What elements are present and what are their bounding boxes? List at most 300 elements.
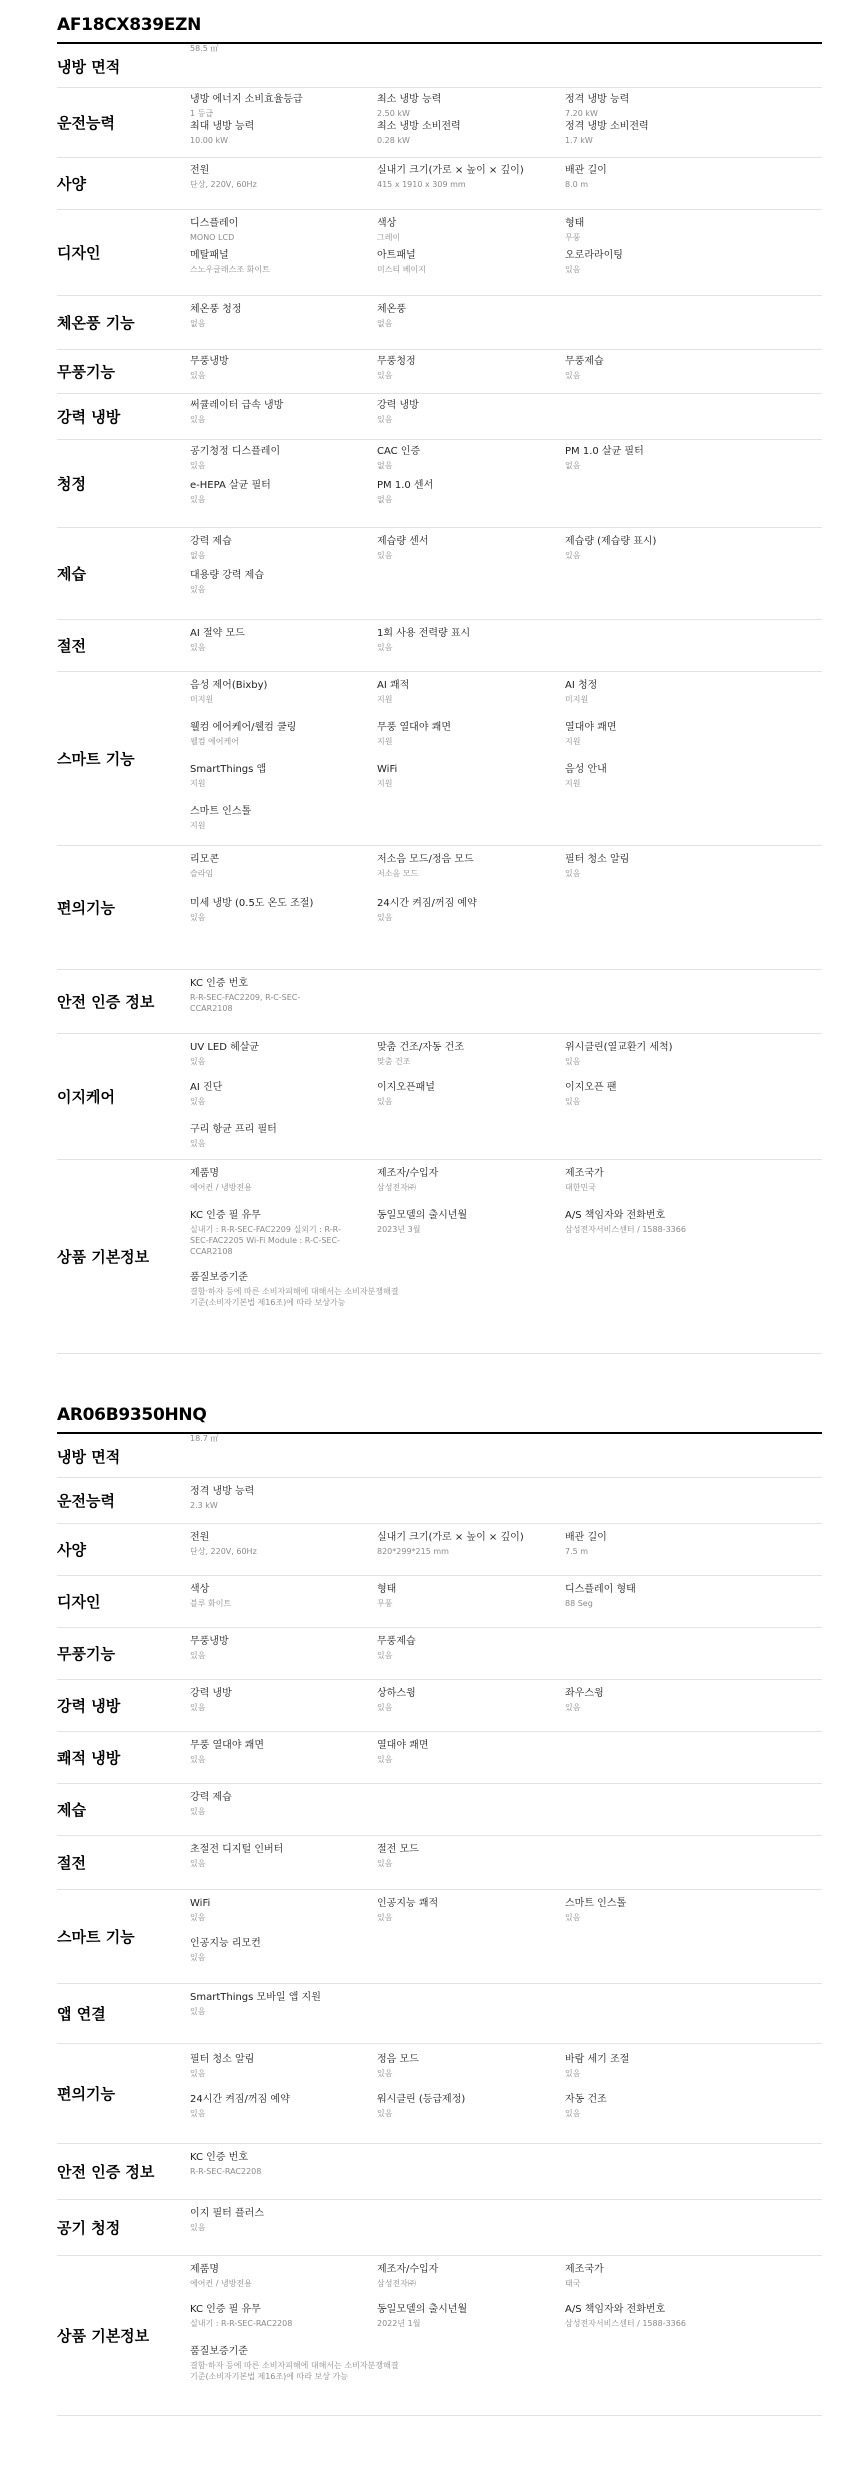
spec-item [190, 1583, 365, 1609]
spec-section [57, 2143, 822, 2200]
model-title: AR06B9350HNQ [57, 1405, 207, 1425]
section-label: 편의기능 [57, 899, 115, 917]
spec-item-label: 바람 세기 조절 [565, 2054, 630, 2065]
spec-item-label: 체온풍 [377, 304, 406, 315]
spec-section [57, 619, 822, 672]
spec-item-value: 저소음 모드 [377, 869, 419, 878]
spec-item [377, 679, 552, 705]
section-label: 스마트 기능 [57, 1928, 135, 1946]
spec-item [190, 679, 365, 705]
spec-item-value: 있음 [190, 1097, 206, 1106]
model-title: AF18CX839EZN [57, 15, 202, 35]
spec-section [57, 2255, 822, 2416]
spec-item-value: 없음 [377, 319, 393, 328]
spec-item-label: 미세 냉방 (0.5도 온도 조절) [190, 898, 314, 909]
section-label: 이지케어 [57, 1088, 115, 1106]
spec-item [377, 2263, 552, 2289]
spec-item-label: A/S 책임자와 전화번호 [565, 1210, 666, 1221]
spec-item-label: 최소 냉방 능력 [377, 94, 442, 105]
section-label: 앱 연결 [57, 2005, 106, 2023]
spec-item [190, 569, 365, 595]
spec-item-value: 있음 [377, 913, 393, 922]
spec-section [57, 1983, 822, 2044]
section-label: 냉방 면적 [57, 1448, 121, 1466]
spec-item [190, 1435, 365, 1444]
spec-item [190, 805, 365, 831]
spec-item-value: 무풍 [377, 1599, 393, 1608]
section-label: 절전 [57, 1854, 86, 1872]
spec-section [57, 209, 822, 296]
spec-item [190, 2263, 365, 2289]
spec-item [190, 1635, 365, 1661]
spec-item [565, 1209, 740, 1235]
spec-item [190, 1485, 365, 1511]
spec-item-value: 있음 [377, 2109, 393, 2118]
spec-item-label: 무풍청정 [377, 356, 416, 367]
spec-item-value: 1 등급 [190, 109, 214, 118]
spec-item [565, 2303, 740, 2329]
spec-section [57, 439, 822, 528]
spec-item-label: 색상 [190, 1584, 210, 1595]
spec-item [565, 1583, 740, 1609]
spec-item [377, 445, 552, 471]
spec-item-label: 색상 [377, 218, 397, 229]
spec-item-label: 이지오픈 팬 [565, 1082, 617, 1093]
spec-item-label: 저소음 모드/정음 모드 [377, 854, 474, 865]
spec-item-label: 품질보증기준 [190, 1272, 248, 1283]
spec-item [377, 763, 552, 789]
spec-item-label: 전원 [190, 1532, 210, 1543]
spec-item-label: 제품명 [190, 2264, 219, 2275]
spec-item-label: 제품명 [190, 1168, 219, 1179]
spec-section [57, 1435, 822, 1478]
spec-item-value: 있음 [190, 643, 206, 652]
spec-item-label: 동일모델의 출시년월 [377, 2304, 468, 2315]
spec-item-value: 미지원 [565, 695, 589, 704]
spec-item-value: 820*299*215 mm [377, 1547, 449, 1556]
spec-item-label: 필터 청소 알림 [565, 854, 630, 865]
spec-section [57, 1627, 822, 1680]
spec-item [190, 897, 365, 923]
spec-item-label: AI 진단 [190, 1082, 223, 1093]
spec-item-label: CAC 인증 [377, 446, 421, 457]
spec-item-label: WiFi [377, 764, 398, 775]
spec-item [190, 93, 365, 119]
spec-item-value: 그레이 [377, 233, 401, 242]
spec-item-label: 스마트 인스톨 [190, 806, 252, 817]
spec-item-label: 24시간 켜짐/꺼짐 예약 [190, 2094, 290, 2105]
spec-item-label: 웰컴 에어케어/웰컴 쿨링 [190, 722, 297, 733]
spec-section [57, 87, 822, 158]
spec-item-label: 무풍 열대야 쾌면 [190, 1740, 264, 1751]
spec-item [565, 93, 740, 119]
spec-item [565, 1531, 740, 1557]
spec-item [565, 1687, 740, 1713]
spec-item-value: 없음 [190, 551, 206, 560]
spec-item-value: 있음 [190, 1913, 206, 1922]
spec-item-value: 10.00 kW [190, 136, 228, 145]
spec-item [377, 535, 552, 561]
spec-item [565, 120, 740, 146]
spec-item-value: 스노우글래스조 화이트 [190, 265, 270, 274]
spec-section [57, 157, 822, 210]
spec-item [190, 1937, 365, 1963]
section-label: 운전능력 [57, 1492, 115, 1510]
section-label: 안전 인증 정보 [57, 2163, 155, 2181]
spec-section [57, 1477, 822, 1524]
spec-item-label: 정격 냉방 능력 [565, 94, 630, 105]
spec-item-value: 삼성전자㈜ [377, 2279, 416, 2288]
spec-item-value: 있음 [565, 1057, 581, 1066]
spec-item-value: 있음 [377, 1913, 393, 1922]
spec-item-label: 정격 냉방 능력 [190, 1486, 255, 1497]
spec-item-label: KC 인증 번호 [190, 2152, 248, 2163]
spec-item-value: 2.3 kW [190, 1501, 218, 1510]
spec-item-value: 88 Seg [565, 1599, 593, 1608]
spec-item-value: 대한민국 [565, 1183, 596, 1192]
spec-item-value: 에어컨 / 냉방전용 [190, 1183, 252, 1192]
spec-section [57, 1731, 822, 1784]
spec-item-label: 배관 길이 [565, 165, 607, 176]
spec-item [565, 1041, 740, 1067]
section-label: 편의기능 [57, 2085, 115, 2103]
spec-item [565, 164, 740, 190]
spec-item-value: 있음 [190, 2069, 206, 2078]
spec-item-value: 있음 [190, 2007, 206, 2016]
spec-item-label: 오로라라이팅 [565, 250, 623, 261]
spec-item-value: 지원 [377, 737, 393, 746]
spec-item-value: 2.50 kW [377, 109, 410, 118]
spec-item-value: 지원 [377, 779, 393, 788]
spec-item [377, 721, 552, 747]
spec-item-value: 없음 [190, 319, 206, 328]
section-label: 스마트 기능 [57, 750, 135, 768]
spec-item-label: 대용량 강력 제습 [190, 570, 264, 581]
spec-item-value: 있음 [377, 1859, 393, 1868]
spec-item-value: 8.0 m [565, 180, 589, 189]
section-label: 사양 [57, 175, 86, 193]
spec-item-value: 블루 화이트 [190, 1599, 232, 1608]
spec-item [377, 479, 552, 505]
spec-item [377, 627, 552, 653]
spec-item [565, 2093, 740, 2119]
spec-item-label: 동일모델의 출시년월 [377, 1210, 468, 1221]
spec-section [57, 45, 822, 88]
spec-item [377, 1897, 552, 1923]
section-label: 청정 [57, 475, 86, 493]
spec-item-label: 절전 모드 [377, 1844, 419, 1855]
spec-item-label: SmartThings 앱 [190, 764, 267, 775]
spec-item-label: 위시클린(열교환기 세척) [565, 1042, 673, 1053]
spec-item-value: 있음 [565, 2109, 581, 2118]
spec-item [565, 2263, 740, 2289]
spec-item [377, 1167, 552, 1193]
spec-item-value: 있음 [190, 1859, 206, 1868]
spec-item-value: 미스티 베이지 [377, 265, 426, 274]
spec-item [190, 303, 365, 329]
spec-section [57, 2043, 822, 2144]
spec-item [377, 217, 552, 243]
spec-item [565, 2053, 740, 2079]
spec-item-label: 이지오픈패널 [377, 1082, 435, 1093]
spec-item-label: 제조자/수입자 [377, 1168, 439, 1179]
spec-item-value: 단상, 220V, 60Hz [190, 1547, 257, 1556]
spec-item [565, 721, 740, 747]
spec-item [377, 1531, 552, 1557]
spec-item-label: 음성 안내 [565, 764, 607, 775]
spec-item-label: 상하스윙 [377, 1688, 416, 1699]
spec-item-value: 있음 [565, 869, 581, 878]
spec-item-label: PM 1.0 살균 필터 [565, 446, 644, 457]
spec-item-label: 구리 항균 프리 필터 [190, 1124, 277, 1135]
spec-item [377, 2303, 552, 2329]
spec-item [377, 1687, 552, 1713]
spec-item-value: 있음 [377, 1651, 393, 1660]
spec-section [57, 393, 822, 440]
spec-item-label: 최소 냉방 소비전력 [377, 121, 461, 132]
spec-section [57, 671, 822, 846]
spec-item-value: 58.5 ㎡ [190, 44, 219, 53]
spec-item [565, 1081, 740, 1107]
section-label: 쾌적 냉방 [57, 1749, 121, 1767]
section-label: 강력 냉방 [57, 1697, 121, 1715]
spec-item-value: 있음 [377, 2069, 393, 2078]
spec-item [190, 2303, 358, 2329]
spec-item-label: 스마트 인스톨 [565, 1898, 627, 1909]
spec-item-label: 써큘레이터 급속 냉방 [190, 400, 284, 411]
spec-section [57, 1679, 822, 1732]
spec-item [190, 1167, 365, 1193]
spec-item [377, 1041, 552, 1067]
spec-item-label: 24시간 켜짐/꺼짐 예약 [377, 898, 477, 909]
spec-item-value: 단상, 220V, 60Hz [190, 180, 257, 189]
spec-item [565, 445, 740, 471]
spec-item-value: 415 x 1910 x 309 mm [377, 180, 466, 189]
spec-item [565, 249, 740, 275]
spec-item-label: 형태 [377, 1584, 397, 1595]
spec-item [190, 1271, 400, 1308]
spec-item-label: 제습량 센서 [377, 536, 429, 547]
spec-item [190, 977, 330, 1014]
spec-item-value: 있음 [190, 1807, 206, 1816]
spec-item [377, 93, 552, 119]
spec-item-value: 2023년 3월 [377, 1225, 421, 1234]
spec-item-label: 좌우스윙 [565, 1688, 604, 1699]
spec-section [57, 1159, 822, 1354]
spec-item-label: 무풍냉방 [190, 356, 229, 367]
spec-item [190, 1897, 365, 1923]
spec-item-label: AI 청정 [565, 680, 598, 691]
spec-item-value: 슬라임 [190, 869, 214, 878]
spec-item-label: 정격 냉방 소비전력 [565, 121, 649, 132]
spec-item-value: 삼성전자㈜ [377, 1183, 416, 1192]
spec-item-value: 지원 [565, 737, 581, 746]
section-label: 디자인 [57, 244, 101, 262]
spec-item [190, 2345, 400, 2382]
spec-item-value: 18.7 ㎡ [190, 1434, 219, 1443]
section-label: 안전 인증 정보 [57, 993, 155, 1011]
spec-section [57, 2199, 822, 2256]
spec-item-value: 7.20 kW [565, 109, 598, 118]
spec-item-label: PM 1.0 센서 [377, 480, 434, 491]
spec-item [190, 45, 365, 54]
spec-item-label: 강력 냉방 [377, 400, 419, 411]
spec-item [190, 1739, 365, 1765]
spec-section [57, 1889, 822, 1984]
spec-item-label: 체온풍 청정 [190, 304, 242, 315]
spec-item-label: 초절전 디지털 인버터 [190, 1844, 284, 1855]
spec-item [377, 249, 552, 275]
spec-item [190, 2151, 365, 2177]
spec-section [57, 349, 822, 394]
spec-item-label: 품질보증기준 [190, 2346, 248, 2357]
spec-item [190, 445, 365, 471]
spec-item-label: 강력 제습 [190, 1792, 232, 1803]
spec-item-value: 없음 [377, 495, 393, 504]
spec-item-label: 메탈패널 [190, 250, 229, 261]
spec-item [377, 2093, 552, 2119]
spec-item-label: 제조자/수입자 [377, 2264, 439, 2275]
spec-item-label: KC 인증 필 유무 [190, 2304, 261, 2315]
spec-item-label: 디스플레이 형태 [565, 1584, 636, 1595]
spec-item [190, 2093, 365, 2119]
spec-item-value: 있음 [565, 371, 581, 380]
spec-item-label: 인공지능 쾌적 [377, 1898, 439, 1909]
spec-item-label: SmartThings 모바일 앱 지원 [190, 1992, 321, 2003]
spec-item-label: 무풍 열대야 쾌면 [377, 722, 451, 733]
spec-item-label: 강력 냉방 [190, 1688, 232, 1699]
spec-item-value: 없음 [377, 461, 393, 470]
spec-item [565, 853, 740, 879]
spec-item-value: 있음 [190, 461, 206, 470]
spec-item-value: 있음 [377, 1097, 393, 1106]
spec-item [565, 535, 740, 561]
spec-item-value: 지원 [565, 779, 581, 788]
spec-item-label: 열대야 쾌면 [377, 1740, 429, 1751]
spec-item [377, 853, 552, 879]
spec-item [190, 217, 365, 243]
spec-item-value: 있음 [190, 2223, 206, 2232]
spec-item [190, 1791, 365, 1817]
spec-item-value: 있음 [190, 1057, 206, 1066]
spec-item [565, 355, 740, 381]
section-label: 디자인 [57, 1593, 101, 1611]
spec-item [377, 120, 552, 146]
spec-section [57, 1835, 822, 1890]
spec-item-value: 있음 [190, 2109, 206, 2118]
spec-item-label: 리모콘 [190, 854, 219, 865]
title-divider [57, 42, 822, 44]
spec-item [190, 2207, 365, 2233]
spec-item [190, 1081, 365, 1107]
spec-item-value: 2022년 1월 [377, 2319, 421, 2328]
spec-item-value: 웰컴 에어케어 [190, 737, 239, 746]
spec-item-label: 냉방 에너지 소비효율등급 [190, 94, 303, 105]
spec-item-value: R-R-SEC-RAC2208 [190, 2167, 262, 2176]
spec-item-value: 있음 [190, 415, 206, 424]
spec-item-label: 제습량 (제습량 표시) [565, 536, 657, 547]
spec-item [565, 1897, 740, 1923]
section-label: 상품 기본정보 [57, 2327, 150, 2345]
section-label: 무풍기능 [57, 1645, 115, 1663]
spec-item-label: 강력 제습 [190, 536, 232, 547]
spec-item [190, 479, 365, 505]
spec-item-value: 결함·하자 등에 따른 소비자피해에 대해서는 소비자분쟁해결기준(소비자기본법 제16조)에 따라 보상가능 [190, 1287, 399, 1307]
spec-item-label: AI 절약 모드 [190, 628, 245, 639]
spec-item [377, 303, 552, 329]
spec-item-value: 있음 [565, 1703, 581, 1712]
spec-item [377, 399, 552, 425]
spec-item-value: 지원 [190, 779, 206, 788]
spec-item-value: 있음 [190, 1755, 206, 1764]
spec-item-label: 공기청정 디스플레이 [190, 446, 281, 457]
spec-section [57, 1523, 822, 1576]
spec-item-label: 형태 [565, 218, 585, 229]
spec-item-value: 미지원 [190, 695, 214, 704]
spec-item [190, 763, 365, 789]
spec-item-value: 지원 [377, 695, 393, 704]
section-label: 사양 [57, 1541, 86, 1559]
spec-item-value: 있음 [190, 1703, 206, 1712]
spec-section [57, 1575, 822, 1628]
spec-item-value: 있음 [377, 415, 393, 424]
spec-item-value: 있음 [565, 1097, 581, 1106]
spec-item-label: 무풍제습 [377, 1636, 416, 1647]
spec-item-label: 이지 필터 플러스 [190, 2208, 264, 2219]
spec-item [190, 164, 365, 190]
spec-item-label: UV LED 헤살균 [190, 1042, 260, 1053]
spec-item-label: 필터 청소 알림 [190, 2054, 255, 2065]
spec-item [190, 1209, 358, 1257]
spec-item-value: 있음 [190, 1139, 206, 1148]
spec-item-label: KC 인증 필 유무 [190, 1210, 261, 1221]
spec-item [190, 355, 365, 381]
spec-item-value: 있음 [377, 551, 393, 560]
spec-item-label: 무풍냉방 [190, 1636, 229, 1647]
spec-item-label: 인공지능 리모컨 [190, 1938, 261, 1949]
spec-item [377, 1209, 552, 1235]
spec-item-value: 없음 [565, 461, 581, 470]
spec-item-value: 지원 [190, 821, 206, 830]
spec-item-value: 있음 [190, 585, 206, 594]
spec-item-value: 삼성전자서비스센터 / 1588-3366 [565, 2319, 686, 2328]
spec-item-value: 있음 [565, 551, 581, 560]
spec-item-label: A/S 책임자와 전화번호 [565, 2304, 666, 2315]
spec-item-value: R-R-SEC-FAC2209, R-C-SEC-CCAR2108 [190, 993, 301, 1013]
spec-item [565, 679, 740, 705]
spec-item [565, 763, 740, 789]
spec-item-value: 7.5 m [565, 1547, 589, 1556]
section-label: 상품 기본정보 [57, 1248, 150, 1266]
spec-item [190, 1041, 365, 1067]
spec-item-label: 제조국가 [565, 2264, 604, 2275]
section-label: 공기 청정 [57, 2219, 121, 2237]
spec-item-label: WiFi [190, 1898, 211, 1909]
spec-item-value: 있음 [565, 1913, 581, 1922]
spec-item [377, 897, 552, 923]
spec-section [57, 1783, 822, 1836]
spec-item [377, 1081, 552, 1107]
spec-item-label: 디스플레이 [190, 218, 239, 229]
spec-item [190, 1687, 365, 1713]
section-label: 운전능력 [57, 114, 115, 132]
section-label: 체온풍 기능 [57, 314, 135, 332]
spec-section [57, 1033, 822, 1160]
spec-item-label: 아트패널 [377, 250, 416, 261]
spec-item-label: 전원 [190, 165, 210, 176]
spec-item-label: 실내기 크기(가로 × 높이 × 깊이) [377, 165, 524, 176]
spec-section [57, 295, 822, 350]
